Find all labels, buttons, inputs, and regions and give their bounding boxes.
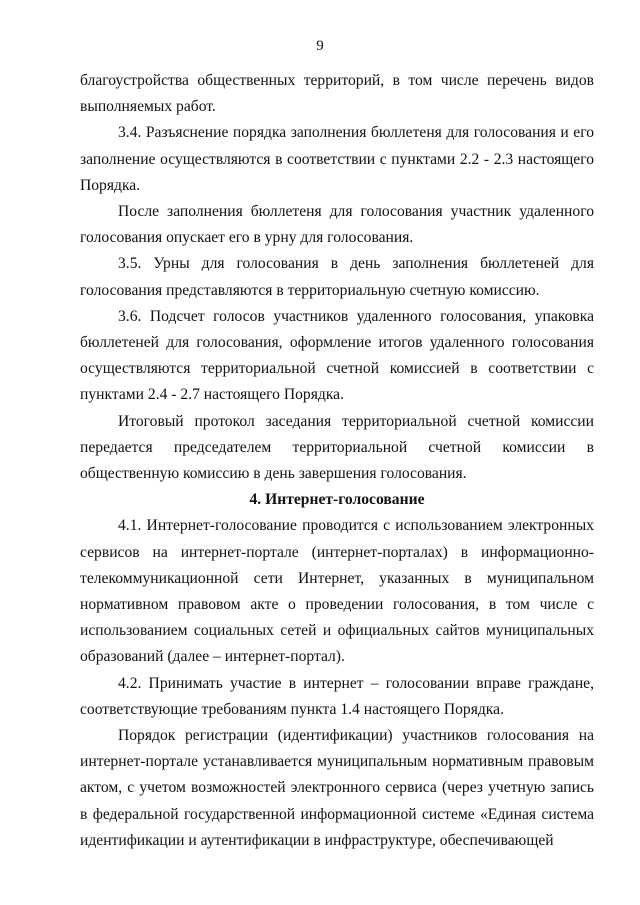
document-body xyxy=(80,68,594,854)
section-heading-4: 4. Интернет-голосование xyxy=(249,491,425,509)
paragraph-3-4: 3.4. Разъяснение порядка заполнения бюллетеня для голосования и его заполнение осуществляются в соответствии с пунктами 2.2 - 2.3 настоящего Порядка. xyxy=(80,124,594,194)
paragraph-continuation: благоустройства общественных территорий, в том числе перечень видов выполняемых работ. xyxy=(80,72,594,116)
paragraph-registration-procedure: Порядок регистрации (идентификации) участников голосования на интернет-портале устанавливается муниципальным нормативным правовым актом, с учетом возможностей электронного сервиса (через учетную запись в федеральной государственной информационной системе «Единая система идентификации и аутентификации в инфраструктуре, обеспечивающей xyxy=(80,727,594,849)
paragraph-3-6: 3.6. Подсчет голосов участников удаленного голосования, упаковка бюллетеней для голосования, оформление итогов удаленного голосования осуществляются территориальной счетной комиссией в соответствии с пунктами 2.4 - 2.7 настоящего Порядка. xyxy=(80,307,594,404)
paragraph-3-5: 3.5. Урны для голосования в день заполнения бюллетеней для голосования представляются в территориальную счетную комиссию. xyxy=(80,255,594,299)
paragraph-4-2: 4.2. Принимать участие в интернет – голосовании вправе граждане, соответствующие требованиям пункта 1.4 настоящего Порядка. xyxy=(80,674,594,718)
paragraph-after-filling: После заполнения бюллетеня для голосования участник удаленного голосования опускает его в урну для голосования. xyxy=(80,203,594,247)
paragraph-final-protocol: Итоговый протокол заседания территориальной счетной комиссии передается председателем территориальной счетной комиссии в общественную комиссию в день завершения голосования. xyxy=(80,412,594,483)
page-number: 9 xyxy=(316,38,324,54)
paragraph-4-1: 4.1. Интернет-голосование проводится с использованием электронных сервисов на интернет-портале (интернет-порталах) в информационно-телекоммуникационной сети Интернет, указанных в муниципальном нормативном правовом акте о проведении голосования, в том числе с использованием социальных сетей и официальных сайтов муниципальных образований (далее – интернет-портал). xyxy=(80,517,594,666)
